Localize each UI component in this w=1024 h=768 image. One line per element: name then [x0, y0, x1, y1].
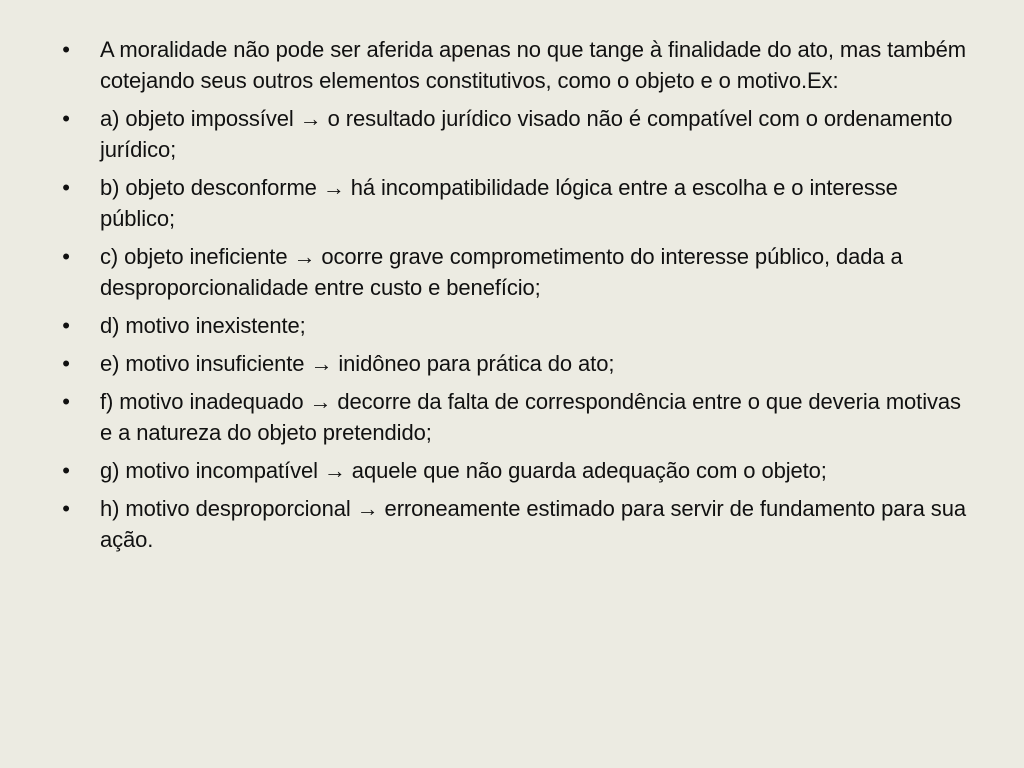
bullet-item: [56, 241, 974, 303]
bullet-icon: •: [62, 351, 70, 376]
bullet-text: a) objeto impossível → o resultado jurídico visado não é compatível com o ordenamento jurídico;: [100, 106, 953, 162]
bullet-text: h) motivo desproporcional → erroneamente estimado para servir de fundamento para sua ação.: [100, 496, 966, 552]
bullet-item: [56, 386, 974, 448]
bullet-text: b) objeto desconforme → há incompatibilidade lógica entre a escolha e o interesse público;: [100, 175, 898, 231]
bullet-icon: •: [62, 496, 70, 521]
bullet-icon: •: [62, 389, 70, 414]
bullet-icon: •: [62, 106, 70, 131]
bullet-item: [56, 455, 974, 486]
bullet-icon: •: [62, 175, 70, 200]
bullet-icon: •: [62, 458, 70, 483]
bullet-item: [56, 34, 974, 96]
bullet-item: [56, 493, 974, 555]
bullet-item: [56, 348, 974, 379]
bullet-list: [56, 34, 974, 555]
bullet-icon: •: [62, 37, 70, 62]
bullet-item: [56, 103, 974, 165]
bullet-text: g) motivo incompatível → aquele que não guarda adequação com o objeto;: [100, 458, 827, 483]
bullet-text: f) motivo inadequado → decorre da falta de correspondência entre o que deveria motivas e a natureza do objeto pretendido;: [100, 389, 961, 445]
bullet-item: [56, 172, 974, 234]
bullet-text: A moralidade não pode ser aferida apenas no que tange à finalidade do ato, mas também cotejando seus outros elementos constitutivos, como o objeto e o motivo.Ex:: [100, 37, 966, 93]
bullet-icon: •: [62, 244, 70, 269]
bullet-text: c) objeto ineficiente → ocorre grave comprometimento do interesse público, dada a desproporcionalidade entre custo e benefício;: [100, 244, 903, 300]
bullet-text: d) motivo inexistente;: [100, 313, 306, 338]
bullet-text: e) motivo insuficiente → inidôneo para prática do ato;: [100, 351, 615, 376]
bullet-item: [56, 310, 974, 341]
bullet-icon: •: [62, 313, 70, 338]
